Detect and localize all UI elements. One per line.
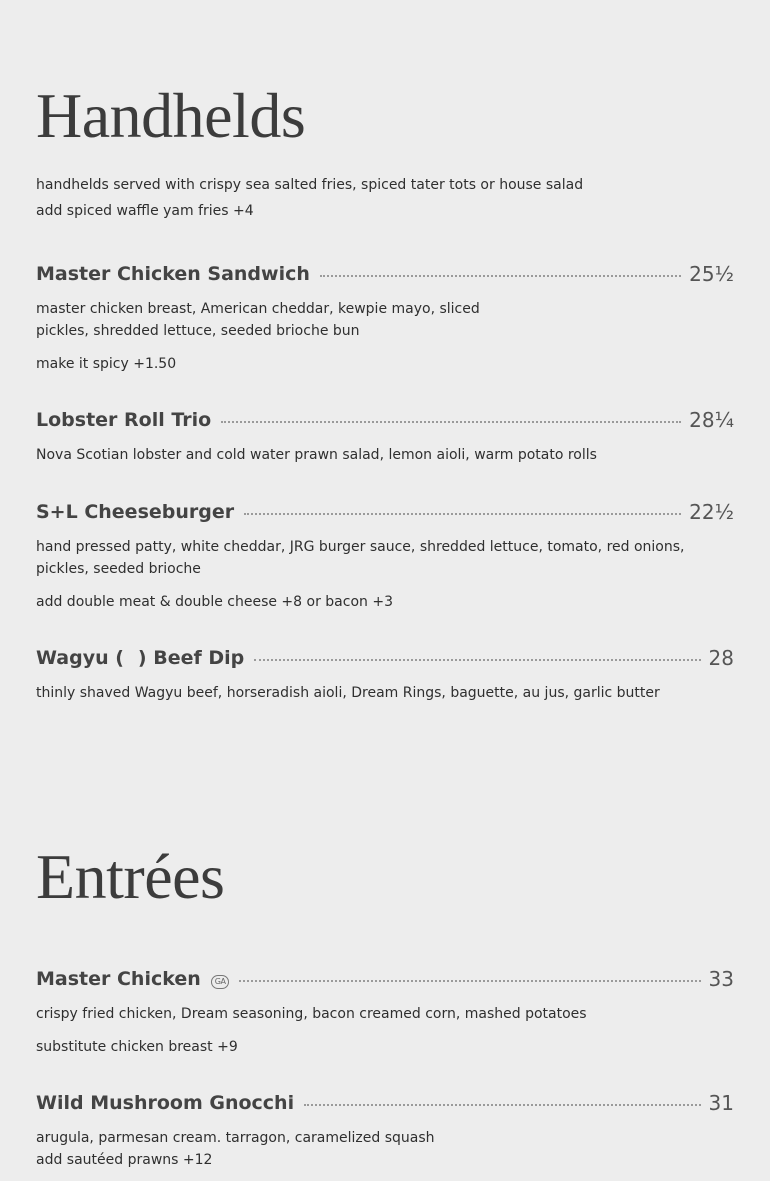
item-name — [36, 647, 244, 669]
item-price: 28 — [708, 646, 734, 670]
desc-line: master chicken breast, American cheddar, kewpie mayo, sliced — [36, 301, 480, 317]
section-intro — [36, 172, 583, 224]
desc-line: pickles, seeded brioche — [36, 561, 201, 577]
item-price: 28¼ — [689, 408, 734, 432]
section-title-handhelds: Handhelds — [36, 80, 306, 151]
menu-item-sl-cheeseburger — [36, 500, 734, 613]
menu-item-master-chicken-sandwich — [36, 262, 734, 375]
item-note: make it spicy +1.50 — [36, 356, 177, 372]
desc-line: arugula, parmesan cream. tarragon, caramelized squash — [36, 1130, 435, 1146]
dot-leader — [244, 513, 681, 515]
item-description — [36, 1127, 734, 1171]
item-price: 22½ — [689, 500, 734, 524]
dot-leader — [239, 980, 700, 982]
item-description: thinly shaved Wagyu beef, horseradish aioli, Dream Rings, baguette, au jus, garlic butter — [36, 685, 660, 701]
desc-line: add sautéed prawns +12 — [36, 1152, 213, 1168]
item-description — [36, 298, 734, 342]
intro-line: add spiced waffle yam fries +4 — [36, 203, 254, 219]
item-price: 25½ — [689, 262, 734, 286]
desc-line: pickles, shredded lettuce, seeded brioche bun — [36, 323, 360, 339]
item-name-part: Wagyu ( — [36, 647, 124, 669]
dot-leader — [254, 659, 700, 661]
menu-item-wagyu-beef-dip — [36, 646, 734, 704]
dot-leader — [320, 275, 681, 277]
item-name: S+L Cheeseburger — [36, 501, 235, 523]
item-note: substitute chicken breast +9 — [36, 1039, 238, 1055]
dot-leader — [221, 421, 681, 423]
item-name: Wild Mushroom Gnocchi — [36, 1092, 295, 1114]
item-price: 31 — [708, 1091, 734, 1115]
item-name-text: Master Chicken — [36, 968, 201, 990]
section-title-entrees: Entrées — [36, 841, 225, 912]
menu-item-wild-mushroom-gnocchi — [36, 1091, 734, 1171]
item-name: Master Chicken Sandwich — [36, 263, 310, 285]
item-description: crispy fried chicken, Dream seasoning, bacon creamed corn, mashed potatoes — [36, 1006, 587, 1022]
item-price: 33 — [708, 967, 734, 991]
gluten-aware-icon: GA — [211, 975, 230, 989]
item-name — [36, 968, 229, 990]
intro-line: handhelds served with crispy sea salted fries, spiced tater tots or house salad — [36, 177, 584, 193]
desc-line: hand pressed patty, white cheddar, JRG burger sauce, shredded lettuce, tomato, red onions, — [36, 539, 685, 555]
menu-item-master-chicken — [36, 967, 734, 1058]
item-note: add double meat & double cheese +8 or bacon +3 — [36, 594, 393, 610]
item-description: Nova Scotian lobster and cold water prawn salad, lemon aioli, warm potato rolls — [36, 447, 597, 463]
menu-item-lobster-roll-trio — [36, 408, 734, 466]
dot-leader — [304, 1104, 700, 1106]
item-description — [36, 536, 734, 580]
item-name-part: ) Beef Dip — [137, 647, 245, 669]
item-name: Lobster Roll Trio — [36, 409, 212, 431]
